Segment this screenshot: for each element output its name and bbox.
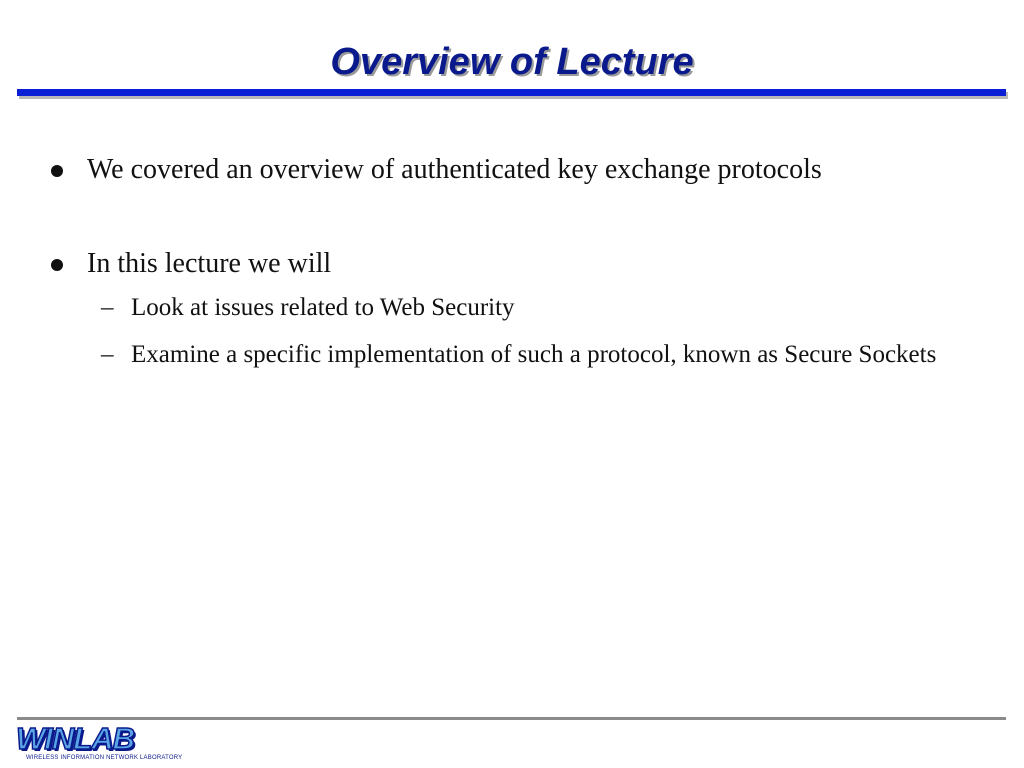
bullet-text: In this lecture we will — [87, 248, 332, 279]
sub-bullet-text: Look at issues related to Web Security — [131, 294, 515, 321]
title-divider — [17, 89, 1006, 96]
sub-bullet-text: Examine a specific implementation of such a protocol, known as Secure Sockets — [131, 341, 937, 368]
logo-wordmark: WINLAB — [16, 721, 134, 756]
sub-bullet-item — [101, 289, 971, 326]
sub-bullet-item — [101, 336, 971, 373]
bullet-dot-icon — [51, 165, 63, 177]
bullet-dot-icon — [51, 259, 63, 271]
footer-divider — [17, 717, 1006, 720]
bullet-item — [87, 150, 947, 189]
sub-bullet-dash: – — [101, 294, 114, 321]
sub-bullet-dash: – — [101, 341, 114, 368]
bullet-text: We covered an overview of authenticated key exchange protocols — [87, 154, 822, 185]
slide-title: Overview of Lecture — [330, 41, 694, 83]
logo-tagline: WIRELESS INFORMATION NETWORK LABORATORY — [26, 755, 183, 761]
winlab-logo — [16, 721, 183, 764]
bullet-item — [87, 244, 947, 283]
